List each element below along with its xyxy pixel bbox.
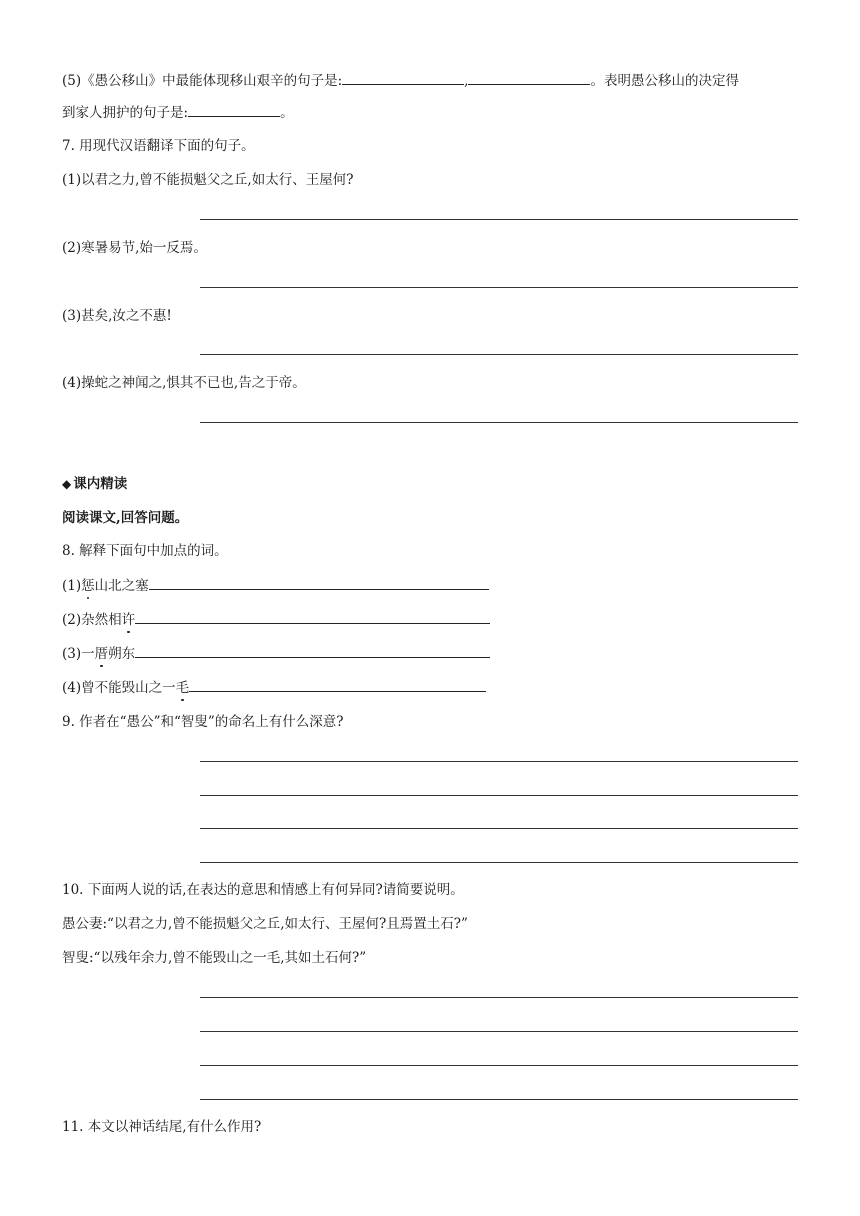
q7-item-3: (3)甚矣,汝之不惠! (62, 308, 172, 324)
q8-title: 8. 解释下面句中加点的词。 (62, 543, 228, 559)
q8-answer-1[interactable] (149, 575, 489, 590)
q8-item-3-dotted-word: 厝 (94, 646, 109, 662)
q7-answer-line-1[interactable] (200, 219, 798, 220)
q7-answer-line-4[interactable] (200, 422, 798, 423)
q11-title: 11. 本文以神话结尾,有什么作用? (62, 1119, 262, 1135)
q9-answer-line-2[interactable] (200, 795, 798, 796)
q10-answer-line-2[interactable] (200, 1031, 798, 1032)
q6-5-end: 。 (280, 105, 294, 121)
q6-5-text2: 。表明愚公移山的决定得 (590, 73, 739, 89)
q6-5-blank-3[interactable] (188, 102, 280, 117)
q10-quote-zhisou: 智叟:“以残年余力,曾不能毁山之一毛,其如土石何?” (62, 950, 367, 966)
q6-5-comma: , (464, 73, 469, 89)
q7-item-4: (4)操蛇之神闻之,惧其不已也,告之于帝。 (62, 375, 306, 391)
q6-5-line1 (62, 70, 739, 91)
q9-answer-line-3[interactable] (200, 828, 798, 829)
q10-answer-line-3[interactable] (200, 1065, 798, 1066)
q6-5-line2 (62, 102, 294, 123)
q9-title: 9. 作者在“愚公”和“智叟”的命名上有什么深意? (62, 714, 344, 730)
q8-item-2 (62, 609, 490, 630)
q9-answer-line-1[interactable] (200, 761, 798, 762)
q8-answer-3[interactable] (135, 643, 490, 658)
section-heading (62, 474, 127, 494)
q8-answer-2[interactable] (135, 609, 490, 624)
q8-item-1-dotted-word: 惩 (81, 578, 95, 594)
q6-5-blank-1[interactable] (342, 70, 464, 85)
q8-item-4 (62, 677, 486, 698)
q8-item-2-dotted-word: 许 (121, 612, 136, 628)
q7-title: 7. 用现代汉语翻译下面的句子。 (62, 138, 255, 154)
q8-item-1-rest: 山北之塞 (94, 578, 149, 594)
q10-title: 10. 下面两人说的话,在表达的意思和情感上有何异同?请简要说明。 (62, 882, 464, 898)
q6-5-text3: 到家人拥护的句子是: (62, 105, 189, 121)
q8-item-3-rest: 朔东 (108, 646, 136, 662)
diamond-icon: ◆ (62, 477, 72, 491)
q10-quote-wife: 愚公妻:“以君之力,曾不能损魁父之丘,如太行、王屋何?且焉置土石?” (62, 916, 468, 932)
q8-item-3-num: (3) (62, 646, 82, 662)
q6-5-blank-2[interactable] (468, 70, 590, 85)
q8-item-4-pre: 曾不能毁山之一 (81, 680, 176, 696)
q8-item-4-num: (4) (62, 680, 82, 696)
q8-item-3-pre: 一 (81, 646, 95, 662)
section-title: 课内精读 (73, 476, 128, 492)
q8-answer-4[interactable] (189, 677, 486, 692)
q8-item-1 (62, 575, 489, 596)
q7-item-1: (1)以君之力,曾不能损魁父之丘,如太行、王屋何? (62, 172, 354, 188)
q8-item-1-num: (1) (62, 578, 82, 594)
q7-item-2: (2)寒暑易节,始一反焉。 (62, 240, 207, 256)
q10-answer-line-4[interactable] (200, 1099, 798, 1100)
q9-answer-line-4[interactable] (200, 862, 798, 863)
section-instruction: 阅读课文,回答问题。 (62, 510, 189, 526)
q8-item-4-dotted-word: 毛 (175, 680, 190, 696)
q6-5-text1: (5)《愚公移山》中最能体现移山艰辛的句子是: (62, 73, 343, 89)
q8-item-2-num: (2) (62, 612, 82, 628)
q8-item-3 (62, 643, 490, 664)
q8-item-2-pre: 杂然相 (81, 612, 122, 628)
q7-answer-line-2[interactable] (200, 287, 798, 288)
q10-answer-line-1[interactable] (200, 997, 798, 998)
q7-answer-line-3[interactable] (200, 354, 798, 355)
